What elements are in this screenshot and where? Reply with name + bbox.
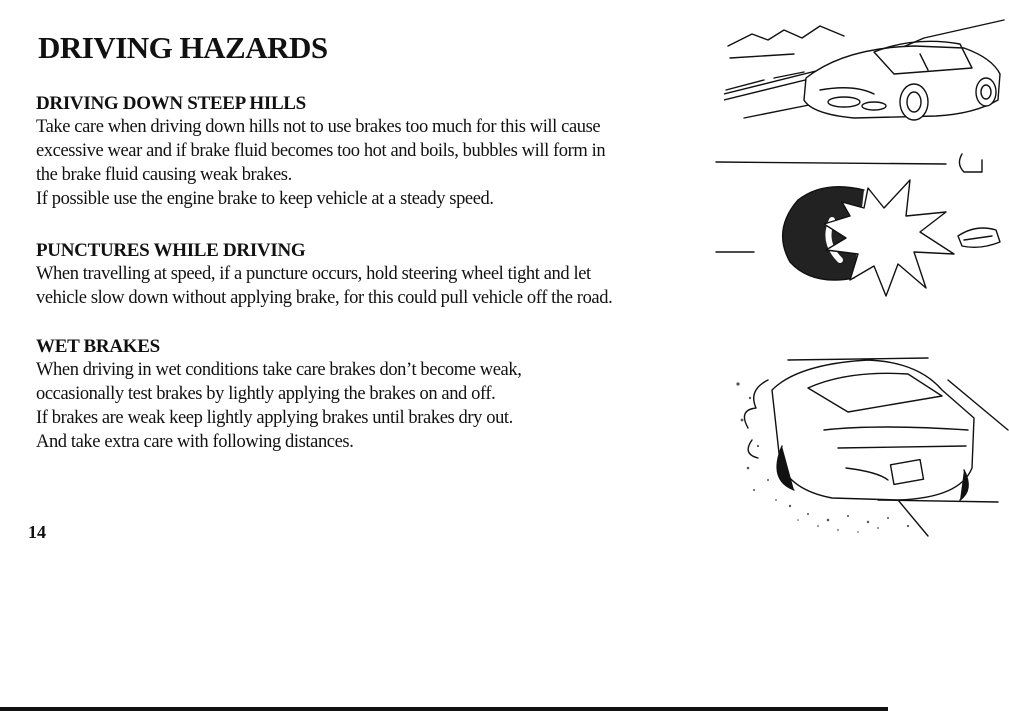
section-punctures — [36, 240, 716, 310]
section-heading: DRIVING DOWN STEEP HILLS — [36, 93, 306, 114]
car-hill-illustration — [724, 18, 1009, 130]
body-line: vehicle slow down without applying brake, for this could pull vehicle off the road. — [36, 288, 613, 308]
body-line: And take extra care with following distances. — [36, 432, 354, 452]
section-wet-brakes — [36, 336, 716, 454]
body-line: If brakes are weak keep lightly applying brakes until brakes dry out. — [36, 408, 513, 428]
body-line: If possible use the engine brake to keep vehicle at a steady speed. — [36, 189, 494, 209]
section-steep-hills — [36, 93, 716, 211]
body-line: When driving in wet conditions take care brakes don’t become weak, — [36, 360, 522, 380]
puncture-illustration — [714, 150, 1009, 310]
bottom-rule — [0, 707, 888, 711]
page-number: 14 — [28, 522, 46, 542]
body-line: When travelling at speed, if a puncture occurs, hold steering wheel tight and let — [36, 264, 591, 284]
page-title: DRIVING HAZARDS — [38, 30, 328, 65]
body-line: occasionally test brakes by lightly applying the brakes on and off. — [36, 384, 496, 404]
body-line: excessive wear and if brake fluid becomes too hot and boils, bubbles will form in — [36, 141, 606, 161]
section-heading: WET BRAKES — [36, 336, 160, 357]
wet-road-car-illustration — [728, 350, 1009, 540]
section-heading: PUNCTURES WHILE DRIVING — [36, 240, 306, 261]
body-line: the brake fluid causing weak brakes. — [36, 165, 292, 185]
body-line: Take care when driving down hills not to use brakes too much for this will cause — [36, 117, 601, 137]
